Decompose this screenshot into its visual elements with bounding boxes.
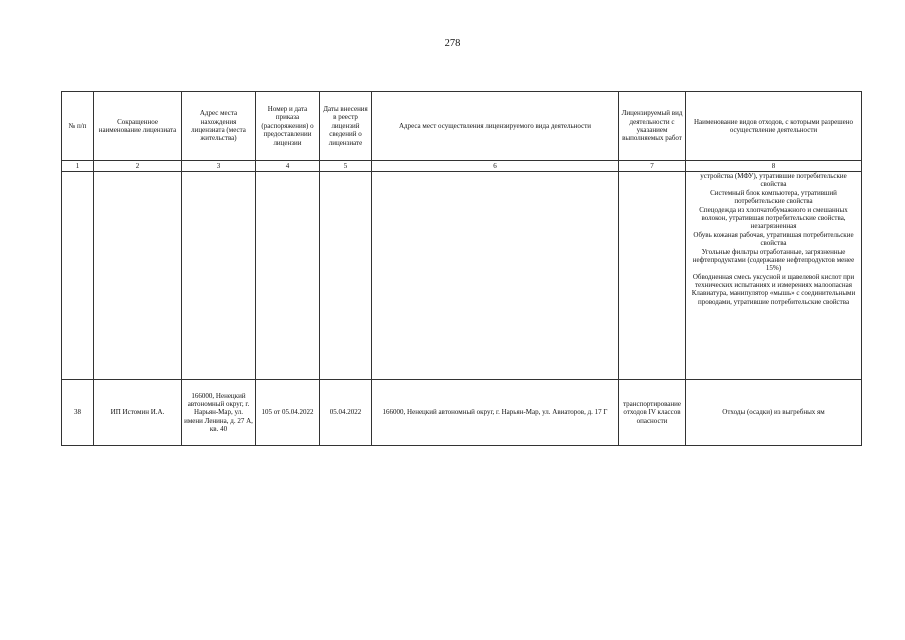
column-number: 2	[94, 161, 182, 172]
empty-cell	[62, 172, 94, 380]
header-licensee: Сокращенное наименование лицензиата	[94, 92, 182, 161]
header-activity-type: Лицензируемый вид деятельности с указанием выполняемых работ	[619, 92, 686, 161]
empty-cell	[256, 172, 320, 380]
record-activity-address: 166000, Ненецкий автономный округ, г. Нарьян-Мар, ул. Авиаторов, д. 17 Г	[372, 380, 619, 446]
column-number: 5	[320, 161, 372, 172]
empty-cell	[94, 172, 182, 380]
column-number-row	[62, 161, 862, 172]
empty-cell	[619, 172, 686, 380]
column-number: 4	[256, 161, 320, 172]
page-number: 278	[444, 38, 461, 49]
record-waste-types: Отходы (осадки) из выгребных ям	[686, 380, 862, 446]
record-order: 105 от 05.04.2022	[256, 380, 320, 446]
header-number: № п/п	[62, 92, 94, 161]
column-number: 3	[182, 161, 256, 172]
record-activity-type: транспортирование отходов IV классов опасности	[619, 380, 686, 446]
header-activity-address: Адреса мест осуществления лицензируемого вида деятельности	[372, 92, 619, 161]
waste-item: Угольные фильтры отработанные, загрязненные нефтепродуктами (содержание нефтепродуктов менее 15%)	[692, 247, 855, 273]
record-address: 166000, Ненецкий автономный округ, г. Нарьян-Мар, ул. имени Ленина, д. 27 А, кв. 40	[182, 380, 256, 446]
waste-item: Системный блок компьютера, утративший потребительские свойства	[710, 188, 837, 206]
license-registry-table	[61, 91, 862, 446]
record-registry-date: 05.04.2022	[320, 380, 372, 446]
header-registry-date: Даты внесения в реестр лицензий сведений о лицензиате	[320, 92, 372, 161]
header-row	[62, 92, 862, 161]
continuation-row	[62, 172, 862, 380]
waste-item: Спецодежда из хлопчатобумажного и смешанных волокон, утратившая потребительские свойства, незагрязненная	[699, 205, 848, 231]
header-waste-types: Наименование видов отходов, с которыми разрешено осуществление деятельности	[686, 92, 862, 161]
waste-item: Обувь кожаная рабочая, утратившая потребительские свойства	[693, 230, 854, 248]
header-address: Адрес места нахождения лицензиата (места жительства)	[182, 92, 256, 161]
column-number: 6	[372, 161, 619, 172]
column-number: 8	[686, 161, 862, 172]
record-number: 38	[62, 380, 94, 446]
empty-cell	[320, 172, 372, 380]
column-number: 7	[619, 161, 686, 172]
waste-item: устройства (МФУ), утратившие потребительские свойства	[700, 172, 847, 189]
empty-cell	[372, 172, 619, 380]
empty-cell	[182, 172, 256, 380]
column-number: 1	[62, 161, 94, 172]
waste-item: Клавиатура, манипулятор «мышь» с соединительными проводами, утратившие потребительские свойства	[691, 289, 856, 306]
continuation-waste-list	[686, 172, 862, 380]
header-order: Номер и дата приказа (распоряжения) о предоставлении лицензии	[256, 92, 320, 161]
record-licensee: ИП Истомин И.А.	[94, 380, 182, 446]
table-row	[62, 380, 862, 446]
waste-item: Обводненная смесь уксусной и щавелевой кислот при технических испытаниях и измерениях малоопасная	[692, 272, 855, 290]
